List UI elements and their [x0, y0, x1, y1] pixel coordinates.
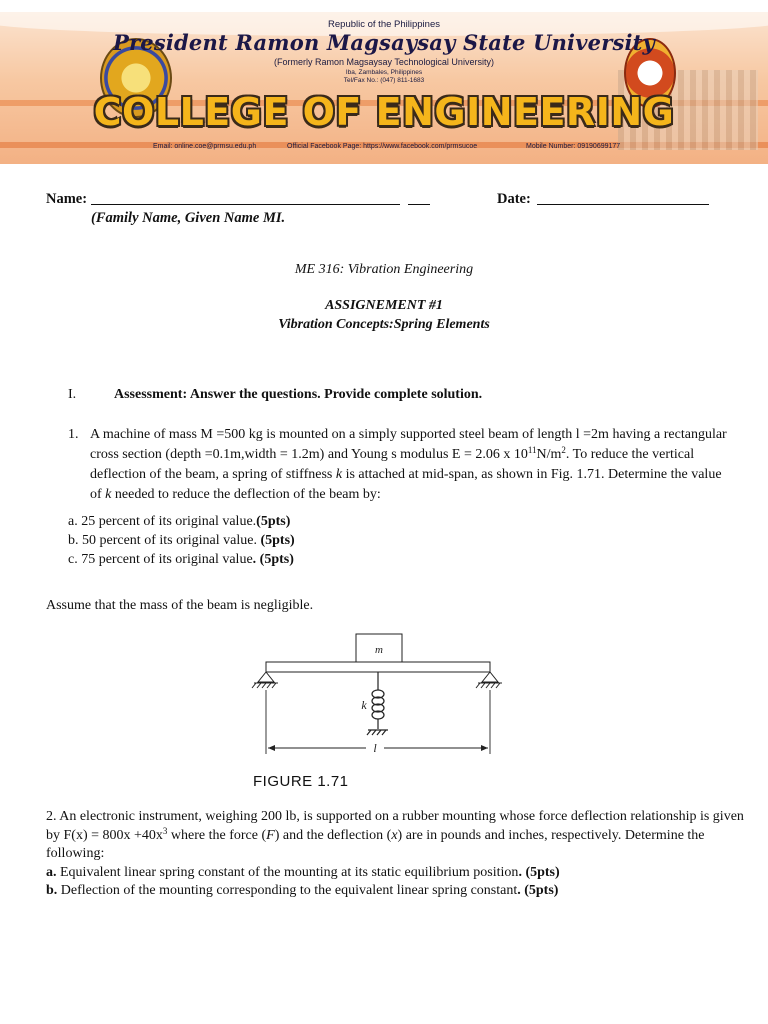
facebook-text: Official Facebook Page: https://www.facebook.com/prmsucoe — [287, 143, 478, 150]
mi-field[interactable] — [408, 204, 430, 205]
date-field[interactable] — [537, 204, 709, 205]
contact-row — [0, 143, 768, 155]
family-name-hint: (Family Name, Given Name MI. — [91, 210, 286, 226]
beam — [266, 662, 490, 672]
name-field[interactable] — [91, 204, 400, 205]
option-c: c. 75 percent of its original value. (5pts) — [68, 552, 294, 567]
length-label: l — [373, 741, 377, 755]
mass-label: m — [375, 644, 383, 656]
formerly-text: (Formerly Ramon Magsaysay Technological University) — [274, 57, 494, 67]
question-2 — [46, 808, 746, 901]
beam-figure — [248, 628, 518, 763]
topic-title: Vibration Concepts:Spring Elements — [278, 317, 490, 332]
question-1-text: A machine of mass M =500 kg is mounted on a simply supported steel beam of length l =2m having a rectangular cross section (depth =0.1m,width = 1.2m) and Young s modulus E = 2.06 x $10^{11}N/m^2$. To reduce the vertical deflection of the beam, a spring of stiffness k is attached at mid-span, as shown in Fig. 1.71. Determine the value of k needed to reduce the deflection of the beam by: — [90, 427, 727, 502]
date-label: Date: — [497, 191, 531, 207]
option-b: b. 50 percent of its original value. (5pts) — [68, 533, 295, 548]
question-2-part-b: b. Deflection of the mounting corresponding to the equivalent linear spring constant. (5pts) — [46, 883, 559, 898]
section-number: I. — [68, 387, 77, 402]
mobile-text: Mobile Number: 09190699177 — [526, 143, 621, 150]
spring-label: k — [361, 698, 367, 712]
course-title: ME 316: Vibration Engineering — [294, 262, 474, 277]
figure-caption: FIGURE 1.71 — [253, 773, 349, 790]
address-text: Iba, Zambales, Philippines — [345, 69, 423, 76]
university-name: President Ramon Magsaysay State University — [113, 30, 655, 55]
republic-text: Republic of the Philippines — [328, 19, 440, 30]
telfax-text: Tel/Fax No.: (047) 811-1683 — [343, 77, 425, 84]
question-2-text: 2. An electronic instrument, weighing 200 lb, is supported on a rubber mounting whose force deflection relationship is given by $F(x) = 800x +40x^3$ where the force (F) and the deflection (x) are in pounds and inches, respectively. Determine the following: — [46, 809, 744, 861]
college-title: COLLEGE OF ENGINEERING — [93, 90, 675, 134]
left-support — [252, 672, 278, 688]
assignment-title: ASSIGNEMENT #1 — [325, 298, 443, 313]
question-2-part-a: a. Equivalent linear spring constant of the mounting at its static equilibrium position. (5pts) — [46, 864, 560, 880]
spring — [367, 672, 388, 735]
email-text: Email: online.coe@prmsu.edu.ph — [153, 143, 257, 150]
name-label: Name: — [46, 191, 88, 207]
right-support — [476, 672, 502, 688]
section-heading: Assessment: Answer the questions. Provide complete solution. — [114, 387, 483, 402]
assumption-text: Assume that the mass of the beam is negligible. — [46, 598, 314, 613]
question-1 — [68, 425, 728, 505]
option-a: a. 25 percent of its original value.(5pts) — [68, 514, 291, 529]
question-number: 1. — [68, 427, 79, 442]
